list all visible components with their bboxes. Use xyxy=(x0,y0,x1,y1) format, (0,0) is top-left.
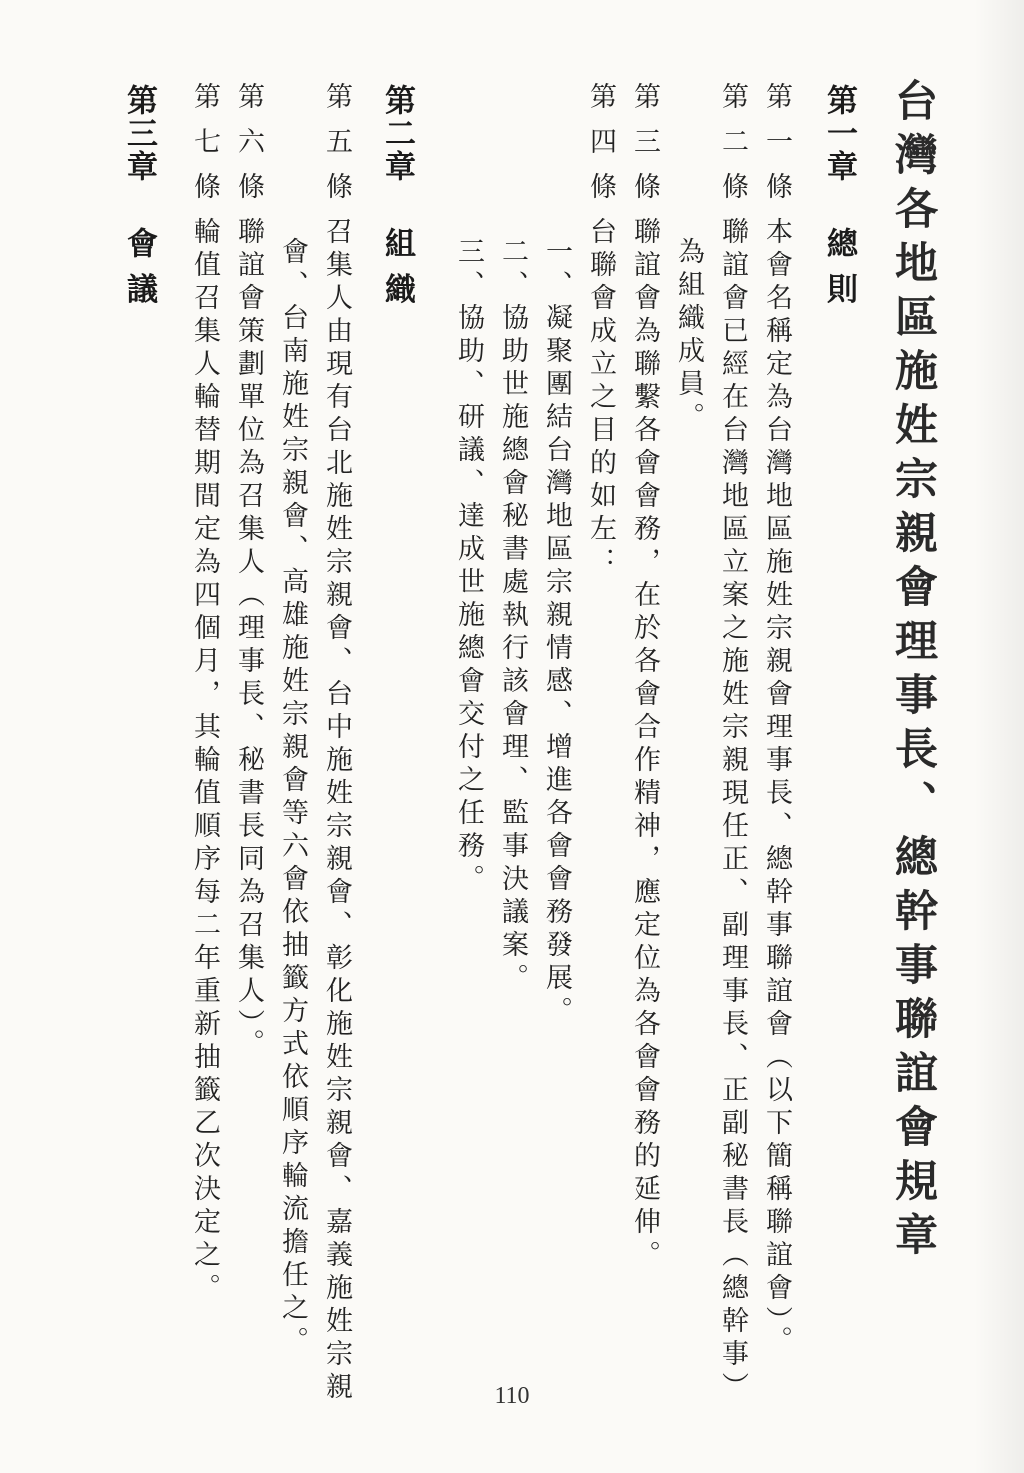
article-1-text: 本會名稱定為台灣地區施姓宗親會理事長、總幹事聯誼會（以下簡稱聯誼會）。 xyxy=(761,217,792,1359)
article-5-text: 召集人由現有台北施姓宗親會、台中施姓宗親會、彰化施姓宗親會、嘉義施姓宗親 xyxy=(321,217,352,1405)
article-5-continuation: 會、台南施姓宗親會、高雄施姓宗親會等六會依抽籤方式依順序輪流擔任之。 xyxy=(277,237,308,1359)
chapter-3-heading xyxy=(117,84,162,306)
article-3-text: 聯誼會為聯繫各會會務，在於各會合作精神，應定位為各會會務的延伸。 xyxy=(629,217,660,1273)
article-4 xyxy=(581,82,620,580)
article-2-label: 第二條 xyxy=(717,82,748,217)
article-2-text: 聯誼會已經在台灣地區立案之施姓宗親現任正、副理事長、正副秘書長（總幹事） xyxy=(717,217,748,1405)
article-2 xyxy=(713,82,752,1405)
chapter-3-label: 第三章 xyxy=(121,84,157,183)
chapter-2-heading xyxy=(375,84,420,306)
article-2-continuation: 為組織成員。 xyxy=(673,237,704,435)
chapter-3-name: 會 議 xyxy=(121,227,157,306)
page-number: 110 xyxy=(494,1383,530,1409)
article-3 xyxy=(625,82,664,1273)
article-6-label: 第六條 xyxy=(233,82,264,217)
article-4-item-1: 一、凝聚團結台灣地區宗親情感、增進各會會務發展。 xyxy=(541,237,572,1029)
article-4-item-3: 三、協助、研議、達成世施總會交付之任務。 xyxy=(453,237,484,897)
chapter-1-name: 總 則 xyxy=(821,227,857,306)
article-5 xyxy=(317,82,356,1405)
chapter-2-name: 組 織 xyxy=(379,227,415,306)
chapter-1-label: 第一章 xyxy=(821,84,857,183)
article-7-text: 輪值召集人輪替期間定為四個月，其輪值順序每二年重新抽籤乙次決定之。 xyxy=(189,217,220,1306)
article-7-label: 第七條 xyxy=(189,82,220,217)
article-4-label: 第四條 xyxy=(585,82,616,217)
article-1-label: 第一條 xyxy=(761,82,792,217)
article-6-text: 聯誼會策劃單位為召集人（理事長、秘書長同為召集人）。 xyxy=(233,217,264,1062)
article-1 xyxy=(757,82,796,1359)
article-5-label: 第五條 xyxy=(321,82,352,217)
document-title: 台灣各地區施姓宗親會理事長、總幹事聯誼會規章 xyxy=(888,78,938,1266)
chapter-1-heading xyxy=(817,84,862,306)
article-4-item-2: 二、協助世施總會秘書處執行該會理、監事決議案。 xyxy=(497,237,528,996)
article-3-label: 第三條 xyxy=(629,82,660,217)
article-4-text: 台聯會成立之目的如左： xyxy=(585,217,616,580)
article-6 xyxy=(229,82,268,1062)
article-7 xyxy=(185,82,224,1306)
chapter-2-label: 第二章 xyxy=(379,84,415,183)
